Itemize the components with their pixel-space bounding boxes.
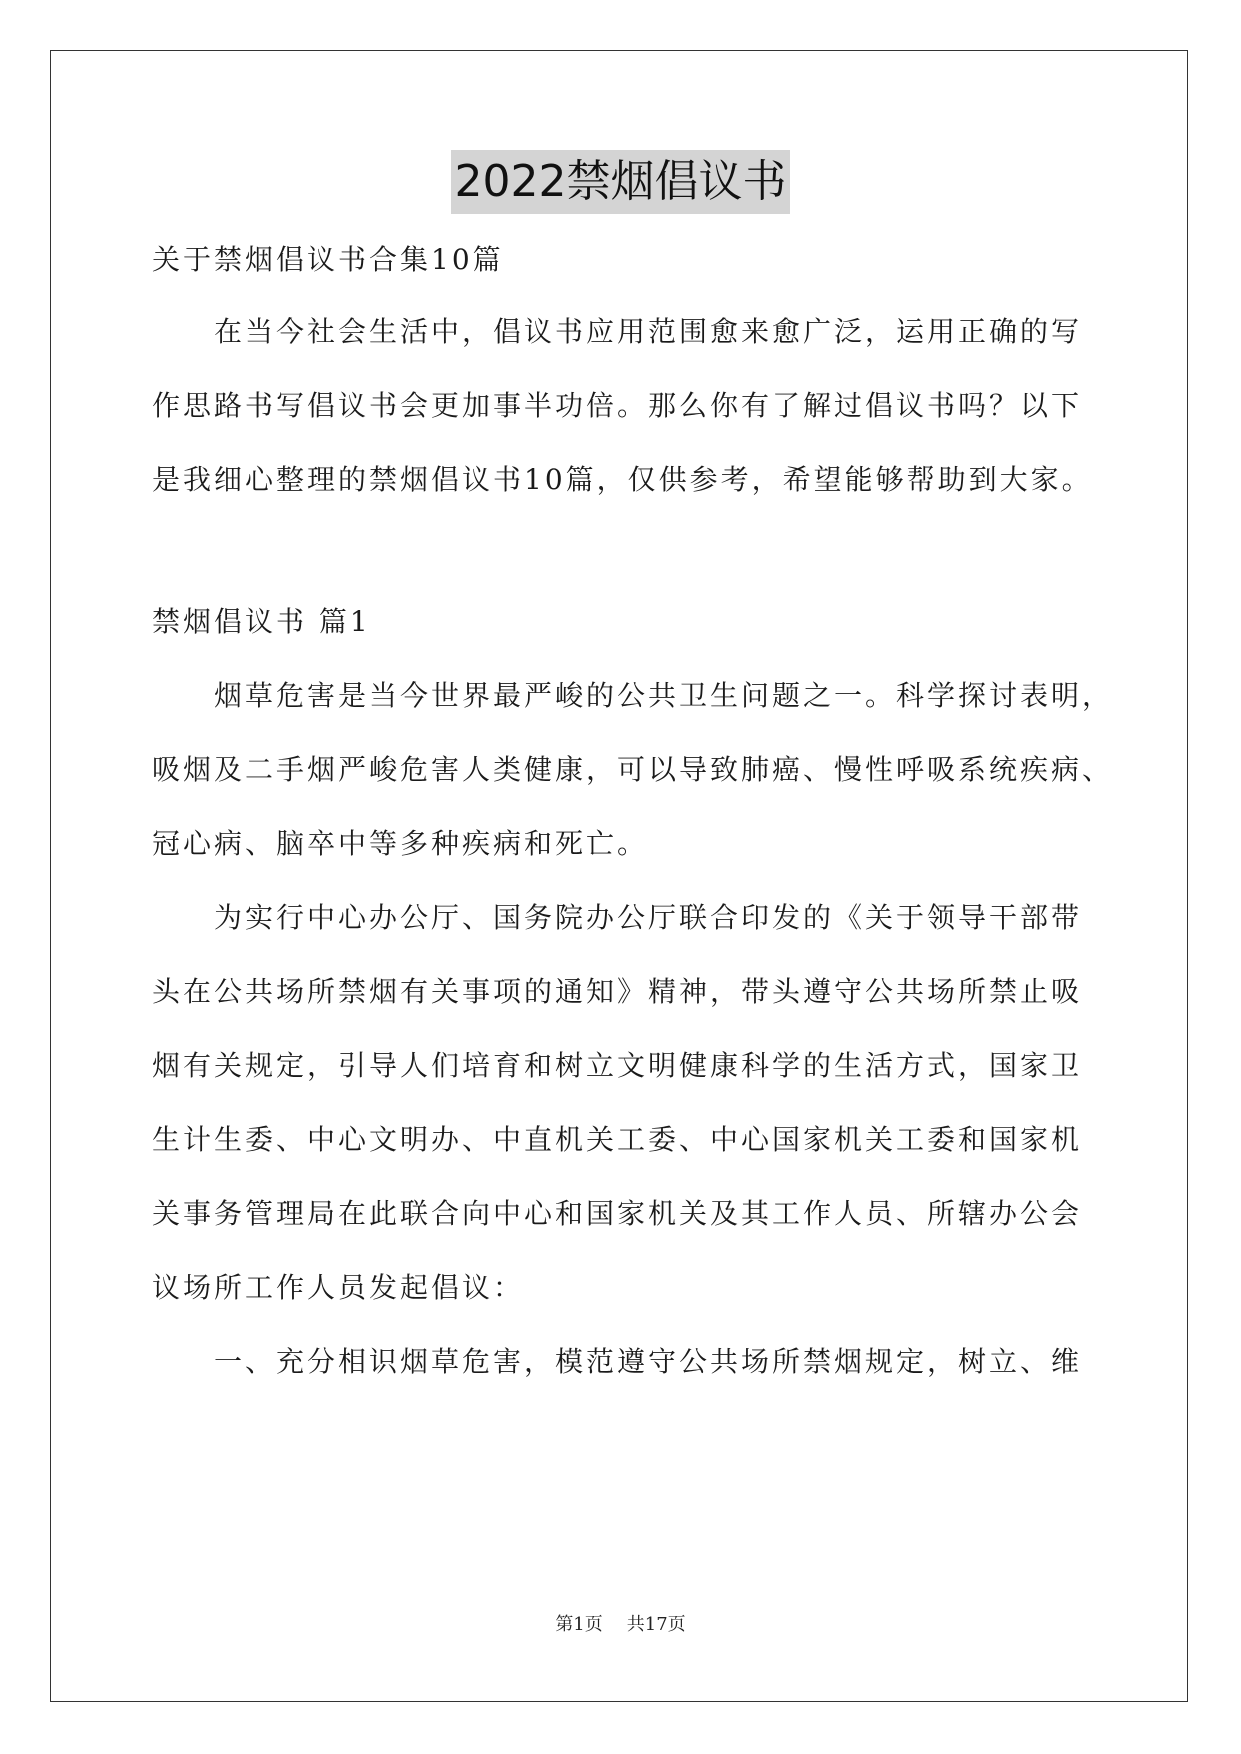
intro-line-3: 是我细心整理的禁烟倡议书10篇，仅供参考，希望能够帮助到大家。 xyxy=(152,463,1093,496)
para1-line-3: 冠心病、脑卒中等多种疾病和死亡。 xyxy=(152,827,649,860)
page-number-total: 共17页 xyxy=(626,1614,686,1635)
document-title: 2022禁烟倡议书 xyxy=(451,150,791,214)
para2-line-3: 烟有关规定，引导人们培育和树立文明健康科学的生活方式，国家卫 xyxy=(152,1049,1083,1082)
para2-line-4: 生计生委、中心文明办、中直机关工委、中心国家机关工委和国家机 xyxy=(152,1123,1083,1156)
para2-line-1: 为实行中心办公厅、国务院办公厅联合印发的《关于领导干部带 xyxy=(214,901,1083,934)
section-heading: 禁烟倡议书 篇1 xyxy=(152,605,371,638)
title-container xyxy=(0,150,1241,214)
page-footer xyxy=(0,1613,1241,1637)
para2-line-5: 关事务管理局在此联合向中心和国家机关及其工作人员、所辖办公会 xyxy=(152,1197,1083,1230)
intro-line-2: 作思路书写倡议书会更加事半功倍。那么你有了解过倡议书吗？以下 xyxy=(152,389,1083,422)
page-border xyxy=(50,50,1188,1702)
para1-line-1: 烟草危害是当今世界最严峻的公共卫生问题之一。科学探讨表明， xyxy=(214,679,1114,712)
intro-line-1: 在当今社会生活中，倡议书应用范围愈来愈广泛，运用正确的写 xyxy=(214,315,1083,348)
para1-line-2: 吸烟及二手烟严峻危害人类健康，可以导致肺癌、慢性呼吸系统疾病、 xyxy=(152,753,1114,786)
para2-line-2: 头在公共场所禁烟有关事项的通知》精神，带头遵守公共场所禁止吸 xyxy=(152,975,1083,1008)
para2-line-6: 议场所工作人员发起倡议： xyxy=(152,1271,525,1304)
page-number-current: 第1页 xyxy=(555,1614,603,1635)
subtitle-line: 关于禁烟倡议书合集10篇 xyxy=(152,243,504,276)
para3-line-1: 一、充分相识烟草危害，模范遵守公共场所禁烟规定，树立、维 xyxy=(214,1345,1083,1378)
